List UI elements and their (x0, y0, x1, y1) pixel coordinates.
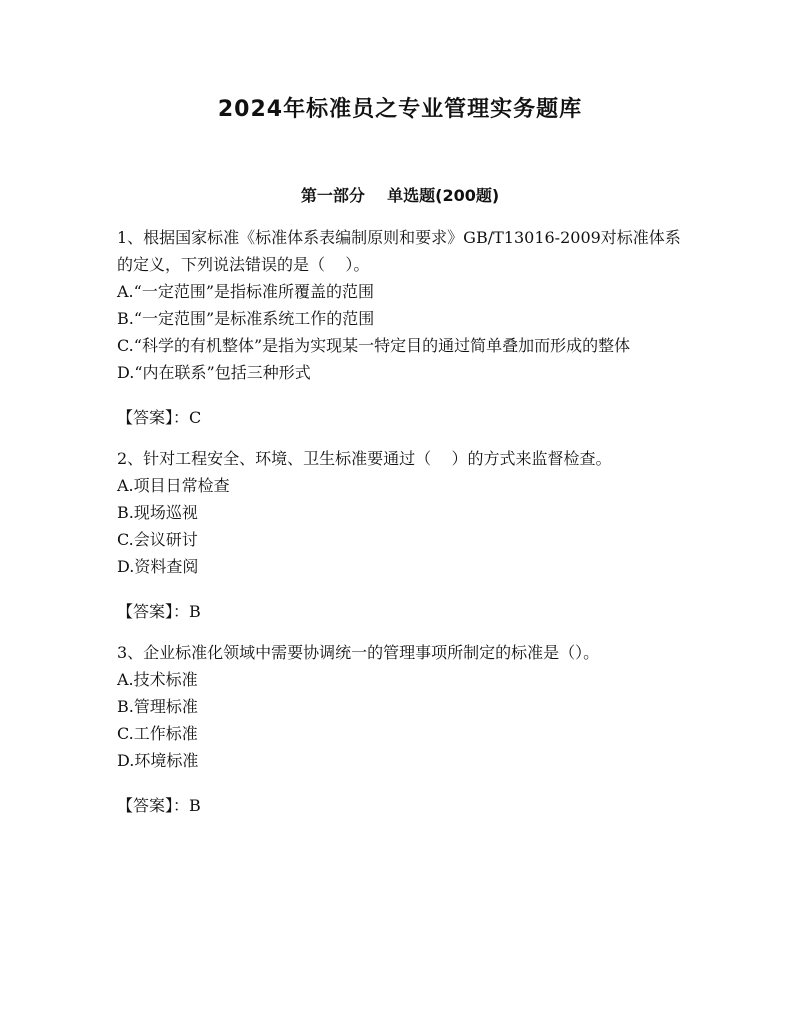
option-d: D.环境标准 (117, 751, 199, 770)
answer-line: 【答案】：B (117, 602, 201, 621)
option-b: B.“一定范围”是标准系统工作的范围 (117, 309, 375, 328)
option-c: C.会议研讨 (117, 530, 198, 549)
option-b: B.现场巡视 (117, 503, 198, 522)
option-d: D.“内在联系”包括三种形式 (117, 363, 311, 382)
question-stem: 2、针对工程安全、环境、卫生标准要通过（ ）的方式来监督检查。 (117, 449, 612, 468)
document-title: 2024年标准员之专业管理实务题库 (217, 97, 583, 122)
section-title: 第一部分 单选题(200题) (300, 186, 500, 205)
option-a: A.技术标准 (117, 670, 198, 689)
option-c: C.“科学的有机整体”是指为实现某一特定目的通过简单叠加而形成的整体 (117, 336, 631, 355)
option-d: D.资料查阅 (117, 557, 199, 576)
question-2 (117, 445, 687, 625)
option-list (117, 278, 687, 386)
answer-line: 【答案】：B (117, 796, 201, 815)
option-a: A.项目日常检查 (117, 476, 230, 495)
option-b: B.管理标准 (117, 697, 198, 716)
question-3 (117, 639, 687, 819)
question-stem: 3、企业标准化领域中需要协调统一的管理事项所制定的标准是（）。 (117, 643, 600, 662)
answer-line: 【答案】：C (117, 408, 202, 427)
option-c: C.工作标准 (117, 724, 198, 743)
option-a: A.“一定范围”是指标准所覆盖的范围 (117, 282, 375, 301)
question-list (117, 224, 687, 833)
question-1 (117, 224, 687, 431)
option-list (117, 666, 687, 774)
option-list (117, 472, 687, 580)
question-stem: 1、根据国家标准《标准体系表编制原则和要求》GB/T13016-2009对标准体系的定义，下列说法错误的是（ ）。 (117, 228, 681, 274)
